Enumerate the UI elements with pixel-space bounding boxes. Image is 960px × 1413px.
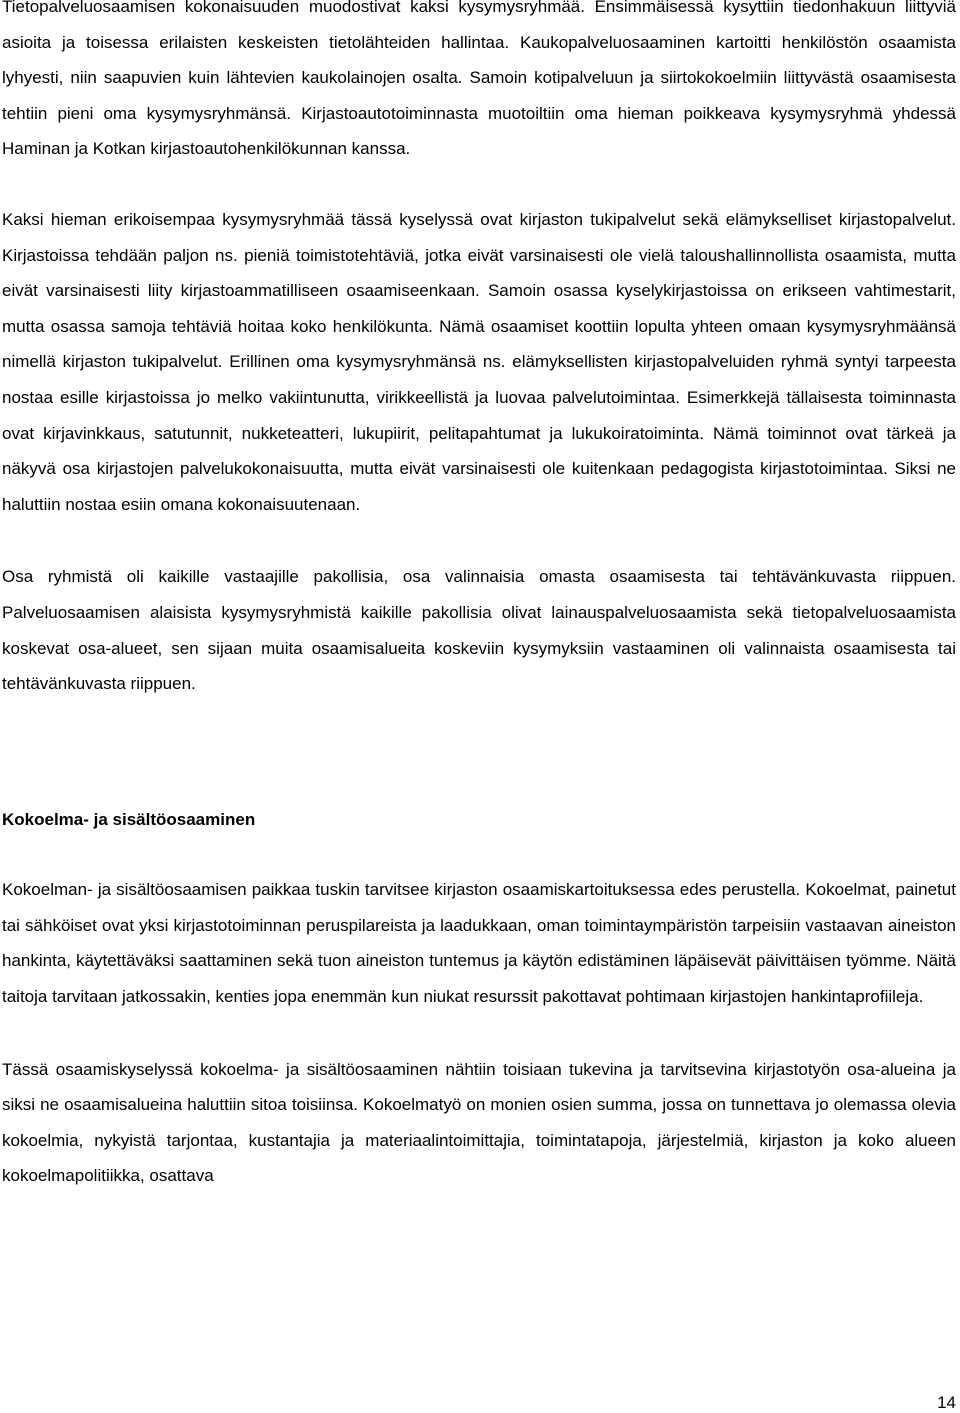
paragraph-pakolliset: Osa ryhmistä oli kaikille vastaajille pakollisia, osa valinnaisia omasta osaamisesta tai tehtävänkuvasta riippuen. Palveluosaamisen alaisista kysymysryhmistä kaikille pakollisia olivat lainauspalveluosaamista sekä tietopalveluosaamista koskevat osa-alueet, sen sijaan muita osaamisalueita koskeviin kysymyksiin vastaaminen oli valinnaista osaamisesta tai tehtävänkuvasta riippuen. [2,567,956,694]
paragraph-tietopalvelu: Tietopalveluosaamisen kokonaisuuden muodostivat kaksi kysymysryhmää. Ensimmäisessä kysyttiin tiedonhakuun liittyviä asioita ja toisessa erilaisten keskeisten tietolähteiden hallintaa. Kaukopalveluosaaminen kartoitti henkilöstön osaamista lyhyesti, niin saapuvien kuin lähtevien kaukolainojen osalta. Samoin kotipalveluun ja siirtokokoelmiin liittyvästä osaamisesta tehtiin pieni oma kysymysryhmänsä. Kirjastoautotoiminnasta muotoiltiin oma hieman poikkeava kysymysryhmä yhdessä Haminan ja Kotkan kirjastoautohenkilökunnan kanssa. [2,0,956,159]
page-number: 14 [937,1393,956,1412]
paragraph-osaamiskysely: Tässä osaamiskyselyssä kokoelma- ja sisältöosaaminen nähtiin toisiaan tukevina ja tarvitsevina kirjastotyön osa-alueina ja siksi ne osaamisalueina haluttiin sitoa toisiinsa. Kokoelmatyö on monien osien summa, jossa on tunnettava jo olemassa olevia kokoelmia, nykyistä tarjontaa, kustantajia ja materiaalintoimittajia, toimintatapoja, järjestelmiä, kirjaston ja koko alueen kokoelmapolitiikka, osattava [2,1059,956,1186]
paragraph-tukipalvelut: Kaksi hieman erikoisempaa kysymysryhmää tässä kyselyssä ovat kirjaston tukipalvelut sekä elämykselliset kirjastopalvelut. Kirjastoissa tehdään paljon ns. pieniä toimistotehtäviä, jotka eivät varsinaisesti ole vielä taloushallinnollista osaamista, mutta eivät varsinaisesti liity kirjastoammatilliseen osaamiseenkaan. Samoin osassa kyselykirjastoissa on erikseen vahtimestarit, mutta osassa samoja tehtäviä hoitaa koko henkilökunta. Nämä osaamiset koottiin lopulta yhteen omaan kysymysryhmäänsä nimellä kirjaston tukipalvelut. Erillinen oma kysymysryhmänsä ns. elämyksellisten kirjastopalveluiden ryhmä syntyi tarpeesta nostaa esille kirjastoissa jo melko vakiintunutta, virikkeellistä ja luovaa palvelutoimintaa. Esimerkkejä tällaisesta toiminnasta ovat kirjavinkkaus, satutunnit, nukketeatteri, lukupiirit, pelitapahtumat ja lukukoiratoiminta. Nämä toiminnot ovat tärkeä ja näkyvä osa kirjastojen palvelukokonaisuutta, mutta eivät varsinaisesti ole kuitenkaan pedagogista kirjastotoimintaa. Siksi ne haluttiin nostaa esiin omana kokonaisuutenaan. [2,209,956,514]
document-page [2,0,956,1194]
paragraph-kokoelmaosaaminen: Kokoelman- ja sisältöosaamisen paikkaa tuskin tarvitsee kirjaston osaamiskartoituksessa edes perustella. Kokoelmat, painetut tai sähköiset ovat yksi kirjastotoiminnan peruspilareista ja laadukkaan, oman toimintaympäristön tarpeisiin vastaavan aineiston hankinta, käytettäväksi saattaminen sekä tuon aineiston tuntemus ja käytön edistäminen läpäisevät päivittäisen työmme. Näitä taitoja tarvitaan jatkossakin, kenties jopa enemmän kun niukat resurssit pakottavat pohtimaan kirjastojen hankintaprofiileja. [2,880,956,1007]
section-heading: Kokoelma- ja sisältöosaaminen [2,809,256,829]
